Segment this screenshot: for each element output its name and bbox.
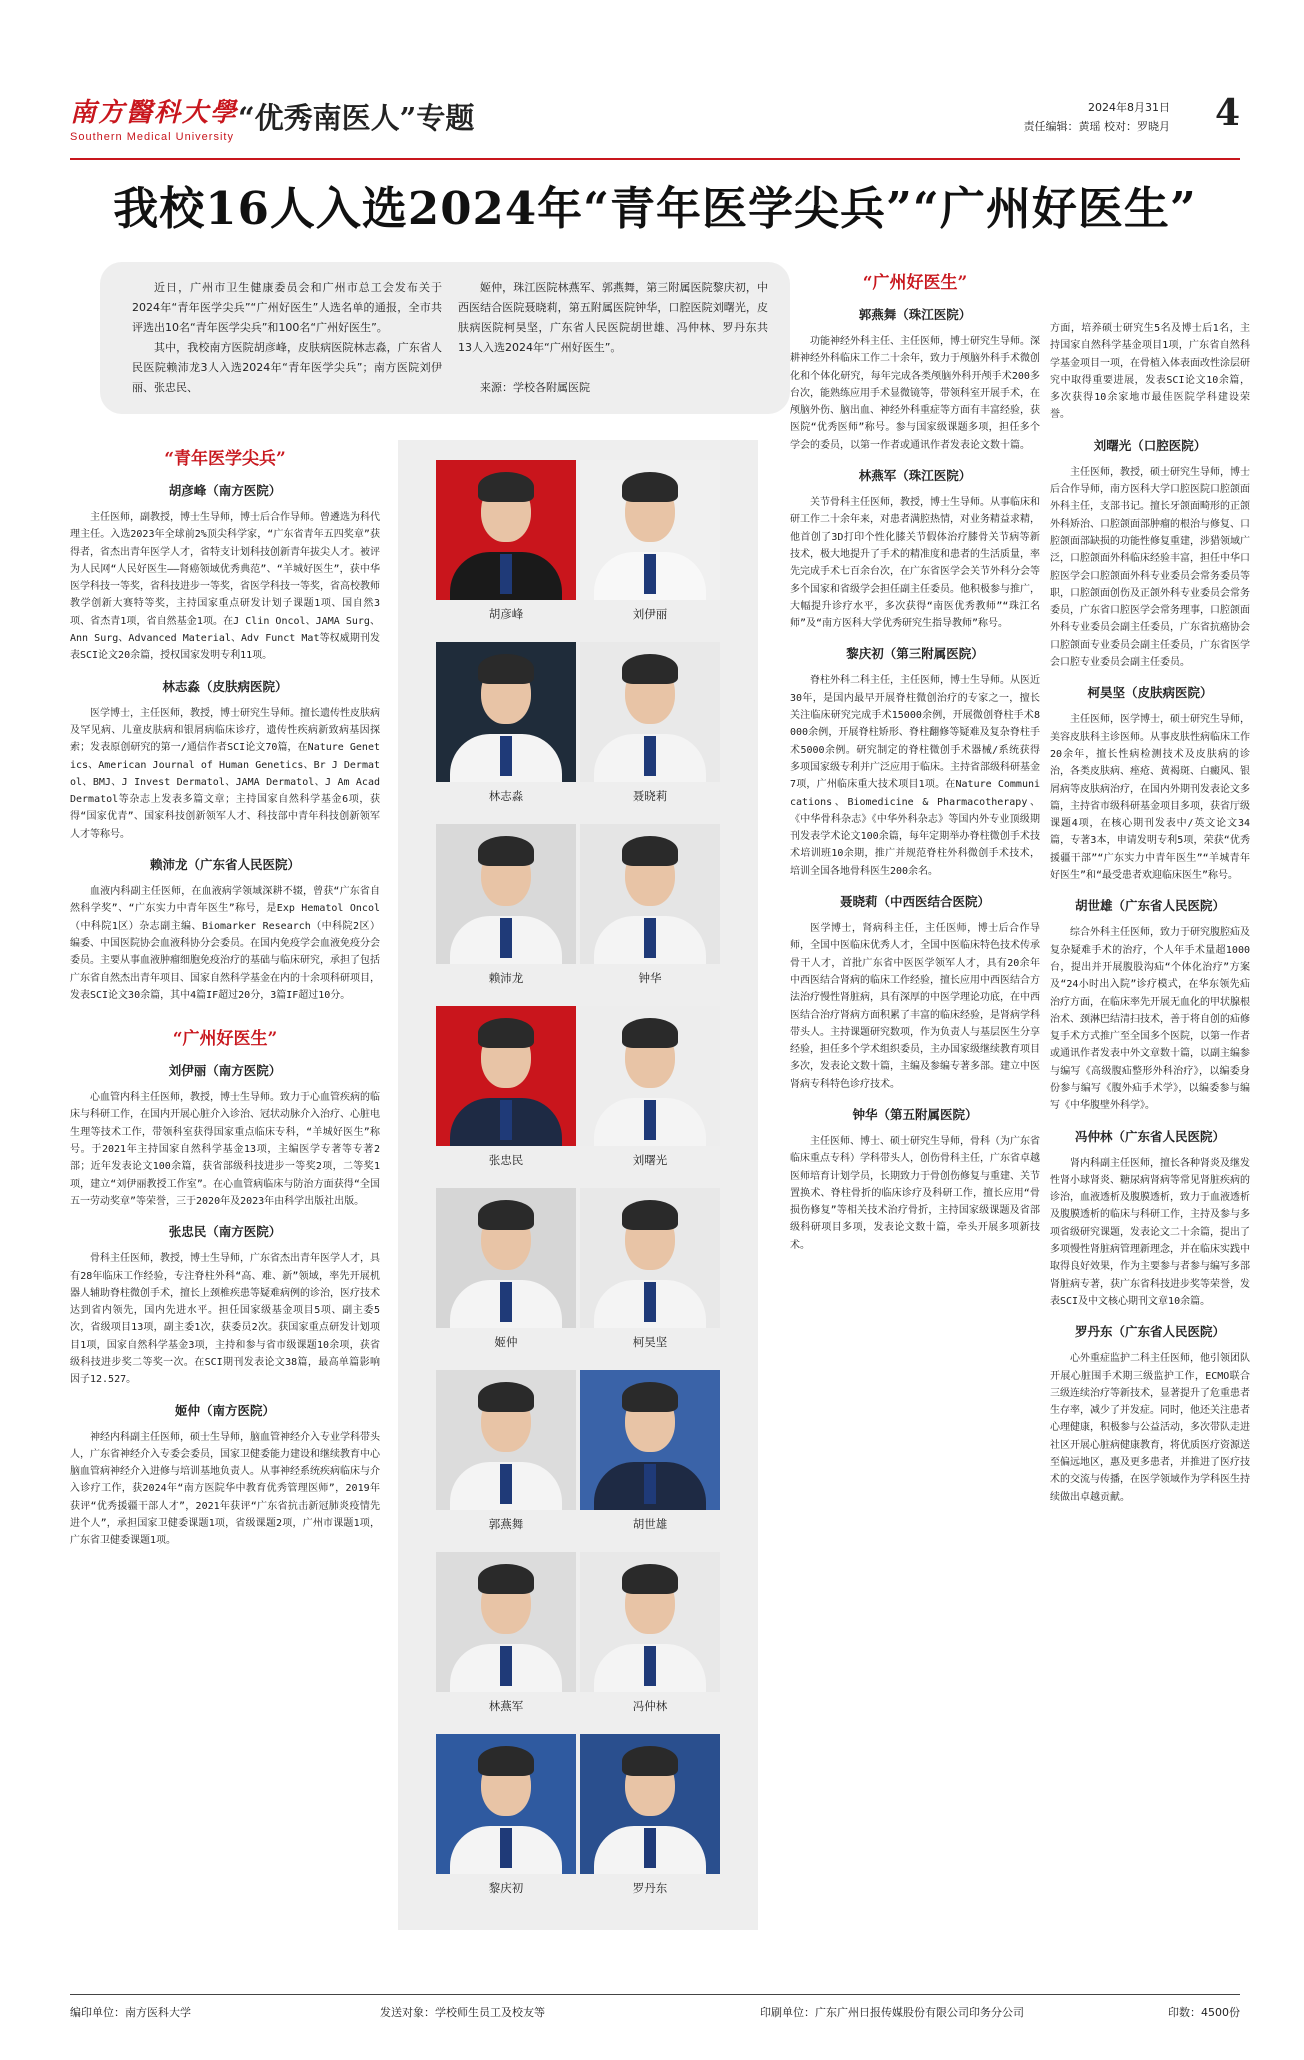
photo-cell [436,460,576,622]
profile-bio: 肾内科副主任医师，擅长各种肾炎及继发性肾小球肾炎、糖尿病肾病等常见肾脏疾病的诊治，血液透析及腹膜透析，致力于血液透析及腹膜透析的临床与科研工作，主持及参与多项省级研究课题，发表论文二十余篇，提出了多项慢性肾脏病管理新理念，并在临床实践中取得良好效果，作为主要参与者参与编写多部肾脏病专著，获广东省科技进步奖等荣誉，发表SCI及中文核心期刊文章10余篇。 [1050,1157,1250,1307]
profile-bio-continued: 方面，培养硕士研究生5名及博士后1名，主持国家自然科学基金项目1项，广东省自然科学基金项目一项，在骨植入体表面改性涂层研究中取得重要进展，发表SCI论文10余篇，多次获得10余家地市最佳医院学科建设荣誉。 [1050,323,1250,421]
profile-item [1050,1322,1250,1506]
profile-name: 赖沛龙（广东省人民医院） [149,857,300,873]
portrait-photo [436,460,576,600]
profile-item [70,1061,380,1210]
masthead-english: Southern Medical University [70,131,234,143]
column-left [70,438,380,1550]
portrait-photo [436,1552,576,1692]
profile-name: 姬仲（南方医院） [174,1402,275,1418]
portrait-photo [436,824,576,964]
intro-paragraph-2-continued: 姬仲，珠江医院林燕军、郭燕舞，第三附属医院黎庆初，中西医结合医院聂晓莉，第五附属医院钟华，口腔医院刘曙光，皮肤病医院柯昊坚，广东省人民医院胡世雄、冯仲林、罗丹东共13人入选2024年“广州好医生”。 [458,281,768,354]
column-center-right [790,262,1040,1254]
profile-item [790,466,1040,632]
photo-caption: 胡世雄 [632,1517,668,1531]
footer-divider [70,1994,1240,1995]
footer-publisher: 编印单位：南方医科大学 [70,2006,191,2019]
profile-item [70,1222,380,1388]
photo-caption: 姬仲 [494,1335,518,1349]
profile-bio: 主任医师，医学博士，硕士研究生导师，美容皮肤科主诊医师。从事皮肤性病临床工作20余年，擅长性病检测技术及皮肤病的诊治，各类皮肤病、痤疮、黄褐斑、白癜风、银屑病等皮肤病治疗，在国内外期刊发表论文多篇，主持省市级科研基金项目多项，获省厅级课题4项，在核心期刊发表中/英文论文34篇，专著3本，申请发明专利5项，荣获“优秀援疆干部”“广东实力中青年医生”“羊城青年好医生”和“最受患者欢迎临床医生”称号。 [1050,714,1250,882]
issue-date: 2024年8月31日 [1088,101,1170,114]
footer-copies: 印数：4500份 [1168,2006,1240,2019]
photo-caption: 聂晓莉 [632,789,668,803]
portrait-photo [580,1006,720,1146]
profile-bio: 主任医师，教授，硕士研究生导师，博士后合作导师，南方医科大学口腔医院口腔颌面外科主任，支部书记。擅长牙颌面畸形的正颌外科矫治、口腔颌面部肿瘤的根治与修复、口腔颌面部缺损的功能性修复重建，涉猎领域广泛，口腔颌面外科临床经验丰富，担任中华口腔医学会口腔颌面外科专业委员会常务委员等职，口腔颌面创伤及正颌外科专业委员会常务委员，广东省口腔医学会常务理事，口腔颌面外科专业委员会副主任委员，广东省抗癌协会口腔颌面专业委员会副主任委员，广东省医学会口腔专业委员会副主任委员。 [1050,466,1250,669]
profile-item [1050,436,1250,672]
portrait-photo [436,1006,576,1146]
photo-caption: 林志淼 [488,789,524,803]
profile-item [70,677,380,843]
photo-cell [436,1370,576,1532]
profile-item [1050,683,1250,884]
photo-cell [436,642,576,804]
section-doctor-title-right: “广州好医生” [862,273,968,293]
photo-cell [580,824,720,986]
photo-caption: 罗丹东 [632,1881,668,1895]
profile-item [790,1105,1040,1254]
column-right [1050,320,1250,1506]
profile-list-col4 [1050,320,1250,1506]
photo-cell [580,1552,720,1714]
page-header [70,92,1240,154]
photo-cell [436,1006,576,1168]
header-divider [70,158,1240,160]
profile-bio: 主任医师、博士、硕士研究生导师，骨科（为广东省临床重点专科）学科带头人，创伤骨科主任，广东省卓越医师培育计划学员，长期致力于骨创伤修复与重建、关节置换术、脊柱骨折的临床诊疗及科研工作，擅长应用“骨损伤修复”等相关技术治疗骨折，主持国家级课题及省部级科研项目多项，发表论文数十篇，牵头开展多项新技术。 [790,1135,1040,1251]
topic-title: “优秀南医人”专题 [238,101,475,135]
photo-caption: 刘伊丽 [632,607,668,621]
profile-name: 郭燕舞（珠江医院） [858,307,972,322]
photo-cell [580,642,720,804]
profile-continuation [1050,320,1250,424]
editor-credits: 责任编辑：黄瑶 校对：罗晓月 [1023,120,1170,133]
profile-list-doctor-left [70,1061,380,1550]
profile-bio: 骨科主任医师，教授，博士生导师，广东省杰出青年医学人才，具有28年临床工作经验，专注脊柱外科“高、难、新”领域，率先开展机器人辅助脊柱微创手术，擅长上颈椎疾患等疑难病例的诊治，医疗技术达到省内领先，国内先进水平。担任国家级基金项目5项、副主委5次，省级项目13项，副主委1次，获委员2次。获国家重点研发计划项目1项，国家自然科学基金3项，主持和参与省市级课题10余项，获省级科技进步奖二等奖一次。在SCI期刊发表论文38篇，最高单篇影响因子12.527。 [70,1253,380,1386]
portrait-photo [580,1734,720,1874]
footer-audience: 发送对象：学校师生员工及校友等 [380,2006,545,2019]
masthead-chinese: 南方醫科大學 [70,98,239,128]
profile-item [1050,896,1250,1114]
footer-printer: 印刷单位：广东广州日报传媒股份有限公司印务分公司 [760,2006,1024,2019]
section-doctor-title-left: “广州好医生” [172,1029,278,1050]
profile-bio: 心血管内科主任医师，教授，博士生导师。致力于心血管疾病的临床与科研工作，在国内开展心脏介入诊治、冠状动脉介入治疗、心脏电生理等技术工作，带领科室获得国家重点临床专科，“羊城好医生”称号。于2021年主持国家自然科学基金13项，主编医学专著等专著2部；近年发表论文100余篇，获省部级科技进步一等奖2项，二等奖1项，建立“刘伊丽教授工作室”。在心血管病临床与防治方面获得“全国五一劳动奖章”等荣誉，三于2020年及2023年由科学出版社出版。 [70,1092,380,1207]
photo-cell [436,1188,576,1350]
profile-list-youth [70,481,380,1004]
photo-cell [436,1552,576,1714]
profile-bio: 医学博士，肾病科主任，主任医师，博士后合作导师，全国中医临床优秀人才，全国中医临床特色技术传承骨干人才，首批广东省中医医学领军人才，具有20余年中西医结合肾病的临床工作经验，擅长应用中西医结合方法治疗慢性肾脏病，具有深厚的中医学理论功底，在中西医结合治疗肾病方面积累了丰富的临床经验，是肾病学科带头人。主持课题研究数项，作为负责人与基层医生分享经验，担任多个学术组织委员，主办国家级继续教育项目多次，发表论文数十篇，主编及参编专著多部。建立中医肾病专科特色诊疗技术。 [790,923,1040,1090]
profile-bio: 医学博士，主任医师，教授，博士研究生导师。擅长遗传性皮肤病及罕见病、儿童皮肤病和银屑病临床诊疗，遗传性疾病新致病基因探索；发表原创研究的第一/通信作者SCI论文70篇，在Nature Genetics、American Journal of Human Genetics、Br J Dermatol、BMJ、J Invest Dermatol、JAMA Dermatol、J Am Acad Dermatol等杂志上发表多篇文章；主持国家自然科学基金6项，获得“国家优青”、国家科技创新领军人才、科技部中青年科技创新领军人才等称号。 [70,707,380,840]
profile-bio: 脊柱外科二科主任，主任医师，博士生导师。从医近30年，是国内最早开展脊柱微创治疗的专家之一，擅长关注临床研究完成手术15000余例，开展微创脊柱手术8000余例，开展脊柱矫形、脊柱翻修等疑难及复杂脊柱手术5000余例。研究制定的脊柱微创手术器械/系统获得多项国家级专利并广泛应用于临床。主持省部级科研基金7项，广州临床重大技术项目1项。在Nature Communications、Biomedicine & Pharmacotherapy、《中华骨科杂志》《中华外科杂志》等国内外专业顶级期刊发表学术论文100余篇，每年定期举办脊柱微创手术技术培训班10余期，推广并规范脊柱外科微创手术技术，培训全国各地骨科医生200余名。 [790,675,1040,877]
photo-cell [436,1734,576,1896]
photo-cell [436,824,576,986]
profile-bio: 神经内科副主任医师，硕士生导师，脑血管神经介入专业学科带头人，广东省神经介入专委会委员，国家卫健委能力建设和继续教育中心脑血管病神经介入进修与培训基地负责人。从事神经系统疾病临床与介入诊疗工作，获2024年“南方医院华中教育优秀管理医师”，2019年获评“优秀援疆干部人才”，2021年获评“广东省抗击新冠肺炎疫情先进个人”，承担国家卫健委课题1项，省级课题2项，广州市课题1项，广东省卫健委课题1项。 [70,1431,380,1547]
profile-name: 林志淼（皮肤病医院） [162,678,288,694]
profile-bio: 心外重症监护二科主任医师，他引领团队开展心脏围手术期三级监护工作，ECMO联合三级连续治疗等新技术，显著提升了危重患者生存率，减少了并发症。同时，他还关注患者心理健康，积极参与公益活动，多次带队走进社区开展心脏病健康教育，将优质医疗资源送至偏远地区，惠及更多患者，并推进了医疗技术的交流与传播，在医学领域作为学科医生持续做出卓越贡献。 [1050,1353,1250,1503]
photo-caption: 冯仲林 [632,1699,668,1713]
page-number: 4 [1214,92,1240,134]
profile-bio: 功能神经外科主任、主任医师，博士研究生导师。深耕神经外科临床工作二十余年，致力于颅脑外科手术微创化和个体化研究，每年完成各类颅脑外科开颅手术200多台次，能熟练应用手术显微镜等，带领科室开展手术，在颅脑外伤、脑出血、神经外科重症等方面有丰富经验，获医院“优秀医师”称号。参与国家级课题多项，担任多个学会的委员，以第一作者或通讯作者发表论文数十篇。 [790,336,1040,451]
intro-column-2 [458,278,768,398]
profile-item [1050,1127,1250,1311]
profile-name: 刘伊丽（南方医院） [168,1063,282,1079]
profile-item [70,855,380,1004]
profile-list-col3 [790,305,1040,1254]
photo-cell [580,1734,720,1896]
profile-name: 胡世雄（广东省人民医院） [1074,898,1225,914]
photo-cell [580,1006,720,1168]
photo-grid [398,440,758,1930]
profile-bio: 主任医师，副教授，博士生导师，博士后合作导师。曾遴选为科代理主任。入选2023年全球前2%顶尖科学家，“广东省青年五四奖章”获得者，省杰出青年医学人才，省特支计划科技创新青年拔尖人才。被评为人民网“人民好医生——肾癌领域优秀典范”、“羊城好医生”，获中华医学科技一等奖，省科技进步一等奖，省医学科技一等奖，省高校教师教学创新大赛特等奖，主持国家重点研发计划子课题1项、国自然3项、省杰青1项，省自然基金1项。在J Clin Oncol、JAMA Surg、Ann Surg、Advanced Material、Adv Funct Mat等权威期刊发表SCI论文20余篇，授权国家发明专利11项。 [70,512,380,662]
portrait-photo [436,1188,576,1328]
masthead-logo [70,92,239,150]
profile-name: 钟华（第五附属医院） [852,1106,978,1122]
photo-caption: 张忠民 [488,1153,524,1167]
intro-paragraph-2: 其中，我校南方医院胡彦峰，皮肤病医院林志淼，广东省人民医院赖沛龙3人入选2024年“青年医学尖兵”；南方医院刘伊丽、张忠民、 [132,341,442,394]
profile-name: 冯仲林（广东省人民医院） [1074,1128,1225,1144]
photo-caption: 林燕军 [488,1699,524,1713]
photo-caption: 胡彦峰 [488,607,524,621]
profile-name: 林燕军（珠江医院） [858,468,972,484]
profile-name: 罗丹东（广东省人民医院） [1074,1324,1225,1340]
portrait-photo [436,642,576,782]
portrait-photo [580,1188,720,1328]
portrait-photo [436,1370,576,1510]
photo-caption: 黎庆初 [488,1881,524,1895]
profile-name: 胡彦峰（南方医院） [168,483,282,498]
photo-caption: 钟华 [638,971,662,985]
portrait-photo [580,1552,720,1692]
intro-column-1 [132,278,442,398]
profile-item [70,1401,380,1550]
intro-source: 来源：学校各附属医院 [480,381,590,394]
profile-item [790,305,1040,454]
section-youth-title: “青年医学尖兵” [164,449,286,469]
photo-caption: 刘曙光 [632,1153,668,1167]
profile-name: 聂晓莉（中西医结合医院） [839,894,990,910]
profile-name: 刘曙光（口腔医院） [1093,437,1207,453]
profile-item [70,481,380,665]
profile-name: 柯昊坚（皮肤病医院） [1087,685,1213,701]
portrait-photo [580,1370,720,1510]
profile-item [790,892,1040,1093]
portrait-photo [580,642,720,782]
photo-cell [580,1370,720,1532]
portrait-photo [580,460,720,600]
profile-item [790,644,1040,880]
photo-caption: 郭燕舞 [488,1517,524,1531]
photo-cell [580,460,720,622]
profile-bio: 综合外科主任医师，致力于研究腹腔疝及复杂疑难手术的治疗，个人年手术量超1000台，提出并开展腹股沟疝“个体化治疗”方案及“24小时出入院”诊疗模式，在华东领先疝治疗方面，在临床率先开展无血化的甲状腺根治术、颈淋巴结清扫技术，善于将自创的疝修复手术方式推广至全国多个医院，以第一作者或通讯作者发表中外文章数十篇，以副主编参与编写《高级腹疝整形外科治疗》，以编委身份参与编写《腹外疝手术学》，以编委参与编写《中华腹壁外科学》。 [1050,927,1250,1112]
portrait-photo [436,1734,576,1874]
page-meta [1024,98,1171,136]
profile-bio: 关节骨科主任医师，教授，博士生导师。从事临床和研工作二十余年来，对患者满腔热情，对业务精益求精，他首创了3D打印个性化膝关节假体治疗膝骨关节病等新技术，极大地提升了手术的精准度和患者的生活质量，率先完成手术七百余台次，在广东省医学会关节外科分会等多个国家和省级学会担任副主任委员。他积极参与推广，大幅提升诊疗水平，多次获得“南医优秀教师”“珠江名师”及“南方医科大学优秀研究生指导教师”称号。 [790,497,1040,630]
profile-name: 张忠民（南方医院） [168,1224,282,1240]
photo-caption: 赖沛龙 [488,971,524,985]
profile-bio: 血液内科副主任医师，在血液病学领域深耕不辍，曾获“广东省自然科学奖”、“广东实力中青年医生”称号，是Exp Hematol Oncol（中科院1区）杂志副主编、Biomarker Research（中科院2区）编委、中国医院协会血液科协分会委员。在国内免疫学会血液免疫分会委员。主要从事血液肿瘤细胞免疫治疗的基础与临床研究，承担了包括广东省自然杰出青年项目、国家自然科学基金在内的十余项科研项目，发表SCI论文30余篇，其中4篇IF超过20分，3篇IF超过10分。 [70,886,380,1001]
intro-box [100,262,790,414]
photo-caption: 柯昊坚 [632,1335,668,1349]
profile-name: 黎庆初（第三附属医院） [846,646,984,662]
photo-cell [580,1188,720,1350]
main-headline: 我校16人入选2024年“青年医学尖兵”“广州好医生” [113,182,1197,235]
intro-paragraph-1: 近日，广州市卫生健康委员会和广州市总工会发布关于2024年“青年医学尖兵”“广州好医生”人选名单的通报，全市共评选出10名“青年医学尖兵”和100名“广州好医生”。 [132,281,442,334]
portrait-photo [580,824,720,964]
